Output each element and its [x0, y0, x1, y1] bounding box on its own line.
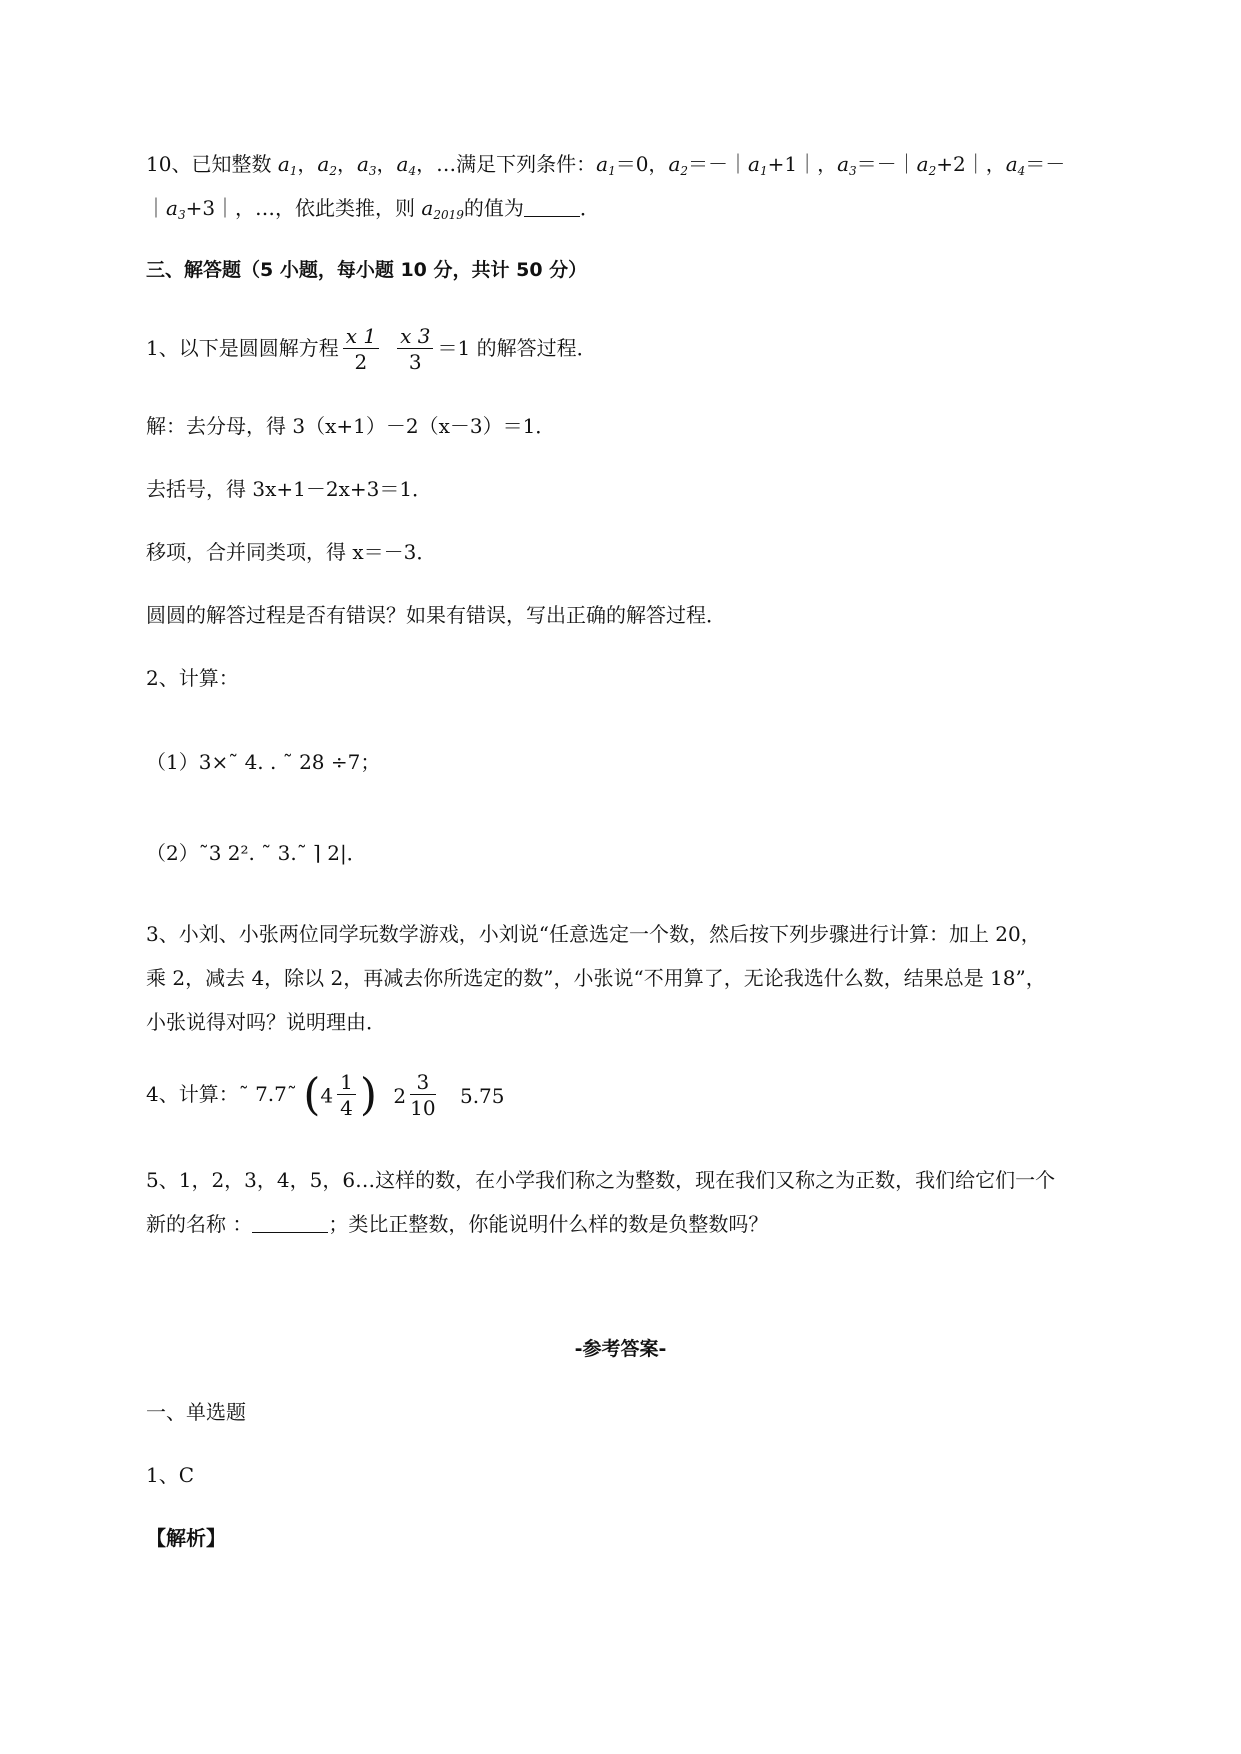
cond1-value: ＝0， — [615, 152, 669, 176]
cond3-end: +2｜， — [936, 152, 1006, 176]
cond4-var: a — [1005, 152, 1018, 176]
var-a4: a — [396, 152, 409, 176]
answer-section-1-title: 一、单选题 — [146, 1400, 246, 1424]
q10-text: 10、已知整数 — [146, 152, 278, 176]
left-paren: ( — [303, 1069, 321, 1121]
p5-question: ；类比正整数，你能说明什么样的数是负整数吗？ — [328, 1212, 769, 1236]
answer-1: 1、C — [146, 1463, 195, 1487]
cond4-sub: 4 — [1017, 164, 1026, 178]
target-var: a — [421, 196, 434, 220]
cond2-var: a — [668, 152, 681, 176]
p4-intro: 4、计算：˜ 7.7˜ — [146, 1082, 297, 1106]
mixed-number-2-whole: 2 — [393, 1083, 407, 1108]
problem-2-part-2: （2）˜3 2². ˜ 3.˜ ⌉ 2|． — [146, 841, 367, 865]
p5-name-label: 新的名称 ： — [146, 1212, 253, 1236]
line2-var: a — [166, 196, 178, 220]
mixed-number-1-fraction — [337, 1070, 356, 1121]
problem-1-intro — [146, 318, 597, 378]
right-paren: ) — [359, 1069, 378, 1121]
problem-2-part-1: （1）3×˜ 4. . ˜ 28 ÷7； — [146, 750, 381, 774]
separator: ， — [376, 152, 397, 176]
answer-blank[interactable] — [252, 1214, 328, 1233]
problem-3-line-3: 小张说得对吗？说明理由． — [146, 1010, 386, 1034]
abs-open: ｜ — [146, 196, 166, 220]
line2-sub: 3 — [177, 208, 186, 222]
period: ． — [579, 196, 600, 220]
problem-3-line-1: 3、小刘、小张两位同学玩数学游戏，小刘说“任意选定一个数，然后按下列步骤进行计算：加上 20， — [146, 922, 1041, 946]
mixed-2-numerator: 3 — [410, 1070, 435, 1095]
problem-1-question: 圆圆的解答过程是否有错误？如果有错误，写出正确的解答过程． — [146, 603, 726, 627]
mixed-2-denominator: 10 — [410, 1096, 436, 1120]
separator: ， — [336, 152, 357, 176]
mixed-1-denominator: 4 — [340, 1096, 353, 1120]
mixed-number-2-fraction — [410, 1070, 435, 1121]
problem-1-step-2: 去括号，得 3x+1－2x+3＝1． — [146, 477, 433, 501]
p1-tail: ＝1 的解答过程． — [437, 336, 597, 360]
cond3-var: a — [837, 152, 850, 176]
cond3-mid: ＝－｜ — [856, 152, 917, 176]
cond2-inner-sub: 1 — [759, 164, 768, 178]
problem-1-step-3: 移项，合并同类项，得 x＝－3． — [146, 540, 437, 564]
sub-3: 3 — [368, 164, 377, 178]
section-3-title: 三、解答题（5 小题，每小题 10 分，共计 50 分） — [146, 259, 588, 281]
fraction-2 — [397, 324, 433, 375]
separator: ， — [297, 152, 318, 176]
cond3-inner-var: a — [916, 152, 929, 176]
sub-2: 2 — [329, 164, 337, 178]
var-a2: a — [317, 152, 330, 176]
fraction-1-numerator: x 1 — [343, 324, 379, 349]
problem-2-title: 2、计算： — [146, 666, 239, 690]
fraction-2-denominator: 3 — [408, 350, 422, 374]
problem-5-line-1: 5、1，2，3，4，5，6…这样的数，在小学我们称之为整数，现在我们又称之为正数，我们给它们一个 — [146, 1168, 1056, 1192]
mixed-1-numerator: 1 — [337, 1070, 356, 1095]
p1-intro-text: 1、以下是圆圆解方程 — [146, 336, 339, 360]
sub-1: 1 — [289, 164, 298, 178]
mixed-number-1-whole: 4 — [320, 1083, 334, 1108]
cond2-sub: 2 — [680, 164, 689, 178]
cond2-end: +1｜， — [767, 152, 838, 176]
fraction-1-denominator: 2 — [354, 350, 368, 374]
decimal-value: 5.75 — [459, 1083, 505, 1108]
fraction-2-numerator: x 3 — [397, 324, 433, 349]
cond4-mid: ＝－ — [1025, 152, 1066, 176]
analysis-label: 【解析】 — [146, 1526, 226, 1550]
q10-value-label: 的值为 — [463, 196, 524, 220]
cond1-var: a — [596, 152, 609, 176]
problem-3-line-2: 乘 2，减去 4，除以 2，再减去你所选定的数”，小张说“不用算了，无论我选什么数，结果总是 18”， — [146, 966, 1046, 990]
target-sub: 2019 — [433, 208, 464, 222]
sub-4: 4 — [408, 164, 417, 178]
question-10-line-2 — [146, 194, 600, 229]
cond3-inner-sub: 2 — [928, 164, 937, 178]
q10-infer-text: +3｜，…，依此类推，则 — [185, 196, 422, 220]
var-a3: a — [356, 152, 369, 176]
cond3-sub: 3 — [849, 164, 857, 178]
cond2-mid: ＝－｜ — [688, 152, 749, 176]
q10-conditions-label: ，…满足下列条件： — [416, 152, 597, 176]
fraction-1 — [343, 324, 379, 375]
cond2-inner-var: a — [748, 152, 760, 176]
var-a1: a — [277, 152, 290, 176]
answer-key-title: -参考答案- — [574, 1338, 667, 1360]
cond1-sub: 1 — [608, 164, 616, 178]
problem-1-step-1: 解：去分母，得 3（x+1）－2（x－3）＝1． — [146, 414, 556, 438]
answer-blank[interactable] — [524, 198, 580, 217]
question-10-line-1 — [146, 150, 1065, 185]
problem-5-line-2 — [146, 1210, 768, 1238]
problem-4 — [146, 1062, 505, 1126]
